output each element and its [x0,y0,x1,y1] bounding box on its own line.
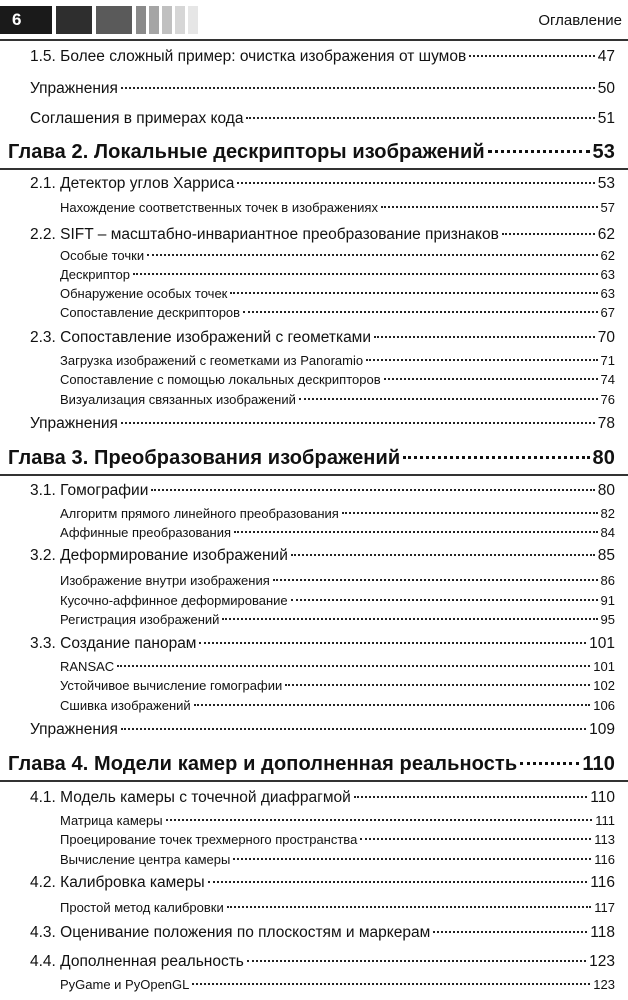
toc-subsection-entry [60,199,615,216]
toc-entry-page: 63 [600,267,615,282]
toc-dot-leader [227,906,592,908]
toc-entry-title: Нахождение соответственных точек в изображениях [60,200,378,215]
toc-entry-title: 3.3. Создание панорам [30,634,197,652]
toc-subsection-entry [60,285,615,302]
toc-entry-title: Глава 4. Модели камер и дополненная реальность [8,753,518,775]
toc-dot-leader [384,378,598,380]
section-title: Оглавление [538,12,622,29]
toc-dot-leader [121,87,595,89]
toc-entry-page: 102 [593,678,615,693]
toc-entry-page: 63 [600,286,615,301]
toc-subsection-entry [60,505,615,522]
toc-entry-page: 76 [600,392,615,407]
toc-entry-title: Визуализация связанных изображений [60,392,296,407]
toc-subsection-entry [60,371,615,388]
toc-entry-title: 3.1. Гомографии [30,481,149,499]
toc-entry-title: Сшивка изображений [60,698,191,713]
toc-entry-page: 106 [593,698,615,713]
toc-entry-page: 110 [590,788,615,806]
toc-subsection-entry [60,247,615,264]
toc-entry-page: 116 [590,873,615,891]
toc-section-entry [30,634,615,654]
toc-entry-page: 91 [600,593,615,608]
toc-entry-page: 62 [600,248,615,263]
toc-section-entry [30,873,615,893]
toc-dot-leader [208,881,588,883]
toc-dot-leader [291,599,598,601]
toc-entry-page: 80 [597,481,615,499]
toc-dot-leader [433,931,587,933]
toc-subsection-entry [60,812,615,829]
toc-section-entry [30,225,615,245]
toc-dot-leader [117,665,590,667]
toc-entry-title: Аффинные преобразования [60,525,232,540]
toc-dot-leader [192,983,590,985]
toc-dot-leader [469,55,595,57]
toc-entry-title: Глава 2. Локальные дескрипторы изображений [8,141,485,163]
toc-subsection-entry [60,524,615,541]
toc-dot-leader [247,960,586,962]
toc-section-entry [30,109,615,129]
toc-entry-title: Упражнения [30,79,118,97]
toc-dot-leader [246,117,594,119]
chapter-rule [0,168,628,170]
toc-entry-title: Сопоставление дескрипторов [60,305,241,320]
toc-entry-page: 109 [589,720,615,738]
toc-entry-title: 1.5. Более сложный пример: очистка изображения от шумов [30,47,467,65]
toc-entry-title: Алгоритм прямого линейного преобразования [60,506,339,521]
toc-entry-title: 4.3. Оценивание положения по плоскостям и маркерам [30,923,431,941]
toc-entry-page: 71 [600,353,615,368]
toc-entry-page: 111 [595,813,615,828]
toc-section-entry [30,47,615,67]
toc-entry-title: Дескриптор [60,267,131,282]
toc-entry-page: 70 [597,328,615,346]
toc-dot-leader [403,456,589,459]
toc-entry-page: 123 [589,952,615,970]
toc-subsection-entry [60,391,615,408]
toc-entry-title: Вычисление центра камеры [60,852,231,867]
toc-dot-leader [381,206,598,208]
toc-section-entry [30,481,615,501]
chapter-rule [0,780,628,782]
toc-dot-leader [230,292,597,294]
toc-section-entry [30,952,615,972]
toc-subsection-entry [60,899,615,916]
toc-entry-title: RANSAC [60,659,115,674]
toc-entry-page: 101 [593,659,615,674]
toc-dot-leader [121,422,595,424]
toc-chapter-entry [8,140,615,164]
toc-section-entry [30,414,615,434]
toc-dot-leader [291,554,595,556]
toc-subsection-entry [60,592,615,609]
toc-entry-title: 4.2. Калибровка камеры [30,873,205,891]
toc-entry-title: 2.1. Детектор углов Харриса [30,174,235,192]
toc-subsection-entry [60,658,615,675]
toc-entry-page: 47 [597,47,615,65]
toc-entry-title: Кусочно-аффинное деформирование [60,593,288,608]
toc-subsection-entry [60,352,615,369]
toc-entry-page: 86 [600,573,615,588]
toc-entry-page: 82 [600,506,615,521]
toc-dot-leader [147,254,597,256]
toc-subsection-entry [60,976,615,993]
toc-dot-leader [502,233,595,235]
toc-entry-title: Особые точки [60,248,145,263]
toc-entry-title: 2.3. Сопоставление изображений с геометками [30,328,371,346]
toc-entry-page: 118 [590,923,615,941]
toc-entry-page: 85 [597,546,615,564]
toc-subsection-entry [60,831,615,848]
chapter-rule [0,474,628,476]
toc-section-entry [30,174,615,194]
toc-dot-leader [194,704,591,706]
toc-subsection-entry [60,304,615,321]
toc-section-entry [30,720,615,740]
toc-subsection-entry [60,677,615,694]
toc-entry-page: 74 [600,372,615,387]
toc-entry-title: 2.2. SIFT – масштабно-инвариантное преобразование признаков [30,225,499,243]
toc-entry-title: Матрица камеры [60,813,163,828]
toc-entry-page: 113 [594,832,615,847]
toc-entry-title: 4.4. Дополненная реальность [30,952,244,970]
toc-entry-title: Загрузка изображений с геометками из Panoramio [60,353,364,368]
toc-section-entry [30,923,615,943]
toc-entry-title: Обнаружение особых точек [60,286,228,301]
toc-dot-leader [520,762,579,765]
toc-dot-leader [233,858,591,860]
toc-section-entry [30,79,615,99]
toc-entry-page: 50 [597,79,615,97]
toc-dot-leader [273,579,598,581]
toc-subsection-entry [60,611,615,628]
toc-subsection-entry [60,851,615,868]
toc-dot-leader [366,359,597,361]
toc-dot-leader [199,642,586,644]
toc-entry-page: 117 [594,900,615,915]
toc-entry-page: 101 [589,634,615,652]
toc-entry-title: PyGame и PyOpenGL [60,977,190,992]
toc-section-entry [30,328,615,348]
toc-section-entry [30,546,615,566]
toc-entry-title: Глава 3. Преобразования изображений [8,447,401,469]
toc-dot-leader [133,273,598,275]
toc-section-entry [30,788,615,808]
toc-dot-leader [166,819,593,821]
toc-entry-page: 123 [593,977,615,992]
toc-dot-leader [299,398,598,400]
toc-entry-title: Регистрация изображений [60,612,220,627]
toc-entry-page: 95 [600,612,615,627]
toc-subsection-entry [60,697,615,714]
toc-dot-leader [151,489,594,491]
toc-entry-title: Устойчивое вычисление гомографии [60,678,283,693]
toc-entry-title: 4.1. Модель камеры с точечной диафрагмой [30,788,351,806]
toc-entry-page: 67 [600,305,615,320]
toc-dot-leader [488,150,590,153]
toc-dot-leader [374,336,595,338]
toc-entry-title: Простой метод калибровки [60,900,224,915]
toc-chapter-entry [8,752,615,776]
toc-entry-page: 62 [597,225,615,243]
toc-entry-title: Проецирование точек трехмерного пространства [60,832,358,847]
page-number: 6 [0,6,52,34]
toc-dot-leader [342,512,598,514]
toc-dot-leader [234,531,598,533]
toc-entry-title: 3.2. Деформирование изображений [30,546,288,564]
toc-dot-leader [360,838,591,840]
toc-entry-title: Изображение внутри изображения [60,573,270,588]
toc-entry-page: 116 [594,852,615,867]
toc-chapter-entry [8,446,615,470]
toc-dot-leader [222,618,597,620]
toc-entry-title: Упражнения [30,720,118,738]
toc-entry-title: Упражнения [30,414,118,432]
toc-dot-leader [285,684,590,686]
toc-dot-leader [354,796,588,798]
toc-dot-leader [237,182,594,184]
toc-entry-page: 53 [597,174,615,192]
toc-entry-title: Соглашения в примерах кода [30,109,244,127]
toc-entry-page: 84 [600,525,615,540]
toc-subsection-entry [60,266,615,283]
toc-entry-page: 57 [600,200,615,215]
toc-entry-page: 110 [582,753,615,775]
toc-entry-title: Сопоставление с помощью локальных дескрипторов [60,372,381,387]
toc-dot-leader [243,311,597,313]
toc-entry-page: 80 [592,447,615,469]
toc-dot-leader [121,728,586,730]
toc-entry-page: 78 [597,414,615,432]
toc-subsection-entry [60,572,615,589]
toc-entry-page: 53 [592,141,615,163]
toc-entry-page: 51 [597,109,615,127]
